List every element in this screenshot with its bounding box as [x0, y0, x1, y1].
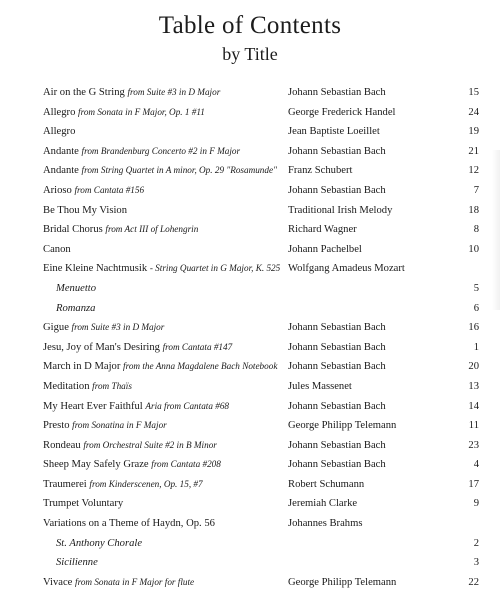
piece-title: Rondeau	[43, 439, 81, 451]
page-number: 24	[468, 106, 479, 118]
piece-title: Traumerei	[43, 478, 87, 490]
toc-entry	[43, 338, 483, 358]
piece-source: from Sonata in F Major, Op. 1 #11	[78, 106, 205, 117]
page-number: 16	[468, 322, 479, 334]
composer-name: Traditional Irish Melody	[288, 204, 393, 216]
toc-entry	[43, 240, 483, 260]
page-number: 20	[468, 361, 479, 373]
composer-name: Jean Baptiste Loeillet	[288, 126, 380, 138]
piece-title: Gigue	[43, 322, 69, 334]
toc-subentry	[43, 534, 483, 554]
piece-source: from Kinderscenen, Op. 15, #7	[89, 478, 203, 489]
toc-piece	[43, 573, 194, 592]
piece-title: Jesu, Joy of Man's Desiring	[43, 341, 160, 353]
toc-subentry	[43, 279, 483, 299]
piece-source: from Cantata #147	[162, 341, 233, 352]
page-number: 21	[468, 145, 479, 157]
toc-entry	[43, 259, 483, 279]
piece-source: from Suite #3 in D Major	[71, 322, 165, 333]
page-subtitle: by Title	[222, 44, 278, 64]
toc-piece	[43, 83, 220, 103]
page-number: 2	[473, 537, 479, 549]
piece-source: from Sonatina in F Major	[72, 420, 167, 431]
toc-piece	[56, 534, 142, 554]
toc-piece	[43, 338, 232, 358]
toc-piece	[43, 122, 75, 142]
toc-subentry	[43, 299, 483, 319]
composer-name: Johann Pachelbel	[288, 243, 362, 255]
toc-entry	[43, 201, 483, 221]
piece-title: St. Anthony Chorale	[56, 537, 143, 549]
piece-title: Allegro	[43, 106, 76, 118]
piece-title: Trumpet Voluntary	[43, 498, 124, 510]
toc-piece	[43, 436, 217, 456]
piece-source: from Cantata #208	[151, 459, 221, 470]
piece-title: Be Thou My Vision	[43, 204, 128, 216]
toc-list	[43, 83, 483, 592]
piece-title: Menuetto	[56, 282, 97, 294]
toc-entry	[43, 181, 483, 201]
toc-entry	[43, 220, 483, 240]
toc-piece	[43, 201, 127, 221]
piece-title: Vivace	[43, 576, 73, 588]
toc-subentry	[43, 553, 483, 573]
composer-name: George Philipp Telemann	[288, 420, 397, 432]
page-number: 10	[468, 243, 479, 255]
composer-name: Richard Wagner	[288, 224, 357, 236]
toc-piece	[43, 318, 164, 338]
composer-name: George Philipp Telemann	[288, 576, 397, 588]
toc-piece	[43, 475, 203, 495]
piece-source: from Cantata #156	[74, 184, 145, 195]
piece-title: Canon	[43, 243, 71, 255]
piece-title: Andante	[43, 165, 79, 177]
page-number: 14	[468, 400, 479, 412]
toc-entry	[43, 416, 483, 436]
composer-name: Johann Sebastian Bach	[288, 439, 386, 451]
composer-name: Robert Schumann	[288, 478, 365, 490]
toc-piece	[56, 553, 98, 573]
toc-entry	[43, 397, 483, 417]
piece-title: Meditation	[43, 380, 90, 392]
toc-entry	[43, 83, 483, 103]
toc-entry	[43, 514, 483, 534]
composer-name: Johannes Brahms	[288, 518, 363, 530]
page-number: 7	[473, 184, 479, 196]
page-number: 22	[468, 576, 479, 588]
page-edge-shadow	[492, 150, 500, 310]
page-number: 8	[473, 224, 479, 236]
piece-source: Aria from Cantata #68	[145, 400, 230, 411]
toc-piece	[43, 494, 123, 514]
page-number: 9	[473, 498, 479, 510]
toc-entry	[43, 122, 483, 142]
toc-entry	[43, 475, 483, 495]
toc-piece	[43, 416, 167, 436]
toc-piece	[43, 181, 144, 201]
composer-name: Johann Sebastian Bach	[288, 361, 386, 373]
toc-piece	[43, 220, 198, 240]
piece-title: Eine Kleine Nachtmusik	[43, 263, 148, 275]
page-number: 23	[468, 439, 479, 451]
toc-entry	[43, 357, 483, 377]
piece-title: Andante	[43, 145, 79, 157]
piece-title: Romanza	[56, 302, 96, 314]
piece-source: from Sonata in F Major for flute	[75, 576, 195, 587]
toc-piece	[56, 279, 96, 299]
piece-title: Presto	[43, 420, 70, 432]
toc-entry	[43, 103, 483, 123]
piece-title: Variations on a Theme of Haydn, Op. 56	[43, 518, 215, 530]
toc-entry	[43, 318, 483, 338]
page-number: 17	[468, 478, 479, 490]
page-number: 15	[468, 87, 479, 98]
toc-piece	[43, 142, 240, 162]
composer-name: George Frederick Handel	[288, 106, 396, 118]
page-title: Table of Contents	[158, 12, 342, 39]
page-number: 6	[473, 302, 479, 314]
piece-source: from Act III of Lohengrin	[105, 224, 199, 235]
toc-entry	[43, 142, 483, 162]
page-number: 1	[473, 341, 479, 353]
piece-source: from the Anna Magdalene Bach Notebook	[123, 361, 278, 372]
piece-title: March in D Major	[43, 361, 121, 373]
toc-entry	[43, 573, 483, 592]
piece-title: Bridal Chorus	[43, 224, 103, 236]
piece-title: Arioso	[43, 184, 72, 196]
toc-piece	[43, 397, 229, 417]
page-number: 4	[473, 459, 479, 471]
composer-name: Johann Sebastian Bach	[288, 459, 386, 471]
toc-entry	[43, 377, 483, 397]
page-number: 13	[468, 380, 479, 392]
composer-name: Johann Sebastian Bach	[288, 400, 386, 412]
piece-source: from Thaïs	[92, 380, 132, 391]
composer-name: Jeremiah Clarke	[288, 498, 358, 510]
toc-piece	[43, 259, 280, 279]
piece-source: from String Quartet in A minor, Op. 29 "Rosamunde"	[81, 165, 277, 176]
piece-title: My Heart Ever Faithful	[43, 400, 143, 412]
piece-source: from Orchestral Suite #2 in B Minor	[83, 439, 217, 450]
piece-title: Sheep May Safely Graze	[43, 459, 149, 471]
composer-name: Jules Massenet	[288, 380, 352, 392]
page-number: 11	[468, 420, 479, 432]
toc-piece	[56, 299, 95, 319]
piece-title: Sicilienne	[56, 557, 98, 569]
toc-entry	[43, 436, 483, 456]
page-number: 3	[473, 557, 479, 569]
toc-piece	[43, 103, 205, 123]
piece-source: from Suite #3 in D Major	[127, 87, 221, 97]
piece-title: Allegro	[43, 126, 76, 138]
page-number: 5	[473, 282, 479, 294]
composer-name: Johann Sebastian Bach	[288, 184, 386, 196]
toc-entry	[43, 494, 483, 514]
toc-piece	[43, 240, 71, 260]
composer-name: Wolfgang Amadeus Mozart	[288, 263, 405, 275]
piece-source: from Brandenburg Concerto #2 in F Major	[81, 145, 241, 156]
piece-source: - String Quartet in G Major, K. 525	[149, 263, 281, 274]
toc-piece	[43, 455, 221, 475]
page-number: 19	[468, 126, 479, 138]
page-number: 12	[468, 165, 479, 177]
composer-name: Johann Sebastian Bach	[288, 145, 386, 157]
toc-piece	[43, 377, 132, 397]
composer-name: Johann Sebastian Bach	[288, 341, 386, 353]
composer-name: Johann Sebastian Bach	[288, 87, 386, 98]
page-number: 18	[468, 204, 479, 216]
toc-entry	[43, 161, 483, 181]
piece-title: Air on the G String	[43, 87, 125, 98]
toc-piece	[43, 161, 277, 181]
toc-piece	[43, 357, 277, 377]
composer-name: Franz Schubert	[288, 165, 353, 177]
toc-piece	[43, 514, 215, 534]
composer-name: Johann Sebastian Bach	[288, 322, 386, 334]
toc-entry	[43, 455, 483, 475]
